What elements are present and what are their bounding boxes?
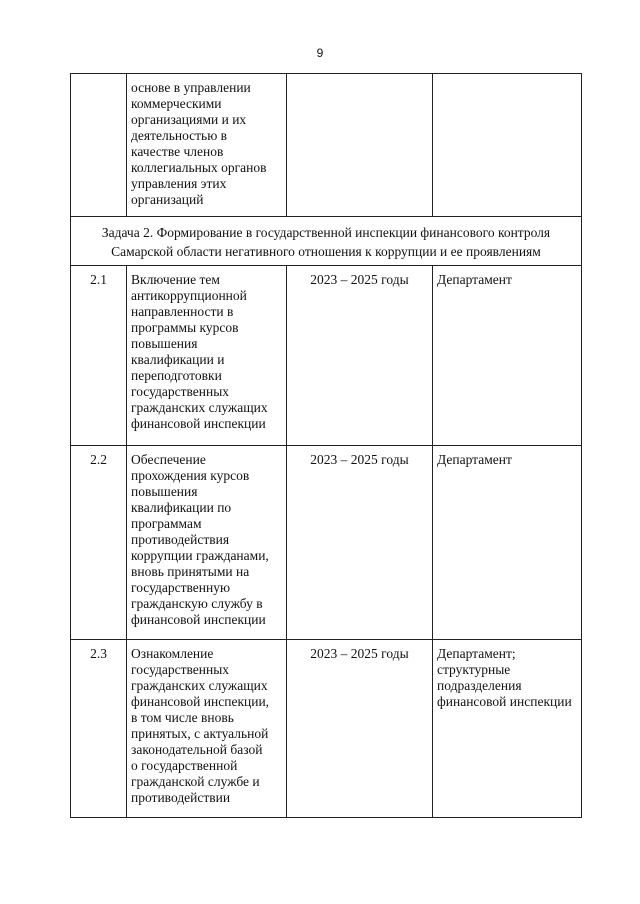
- period: 2023 – 2025 годы: [287, 266, 433, 446]
- table-row: [71, 446, 582, 640]
- task-line: Самарской области негативного отношения к коррупции и ее проявлениям: [111, 244, 541, 259]
- measures-table: [70, 73, 582, 818]
- row-number: 2.2: [71, 446, 127, 640]
- text-line: о государственной: [131, 758, 238, 773]
- responsible: [433, 266, 582, 446]
- text-line: вновь принятыми на: [131, 564, 250, 579]
- text-line: качестве членов: [131, 144, 224, 159]
- text-line: Обеспечение: [131, 452, 206, 467]
- measure-description: [127, 74, 287, 217]
- responsible: [433, 446, 582, 640]
- text-line: организациями и их: [131, 112, 247, 127]
- text-line: гражданских служащих: [131, 678, 268, 693]
- text-line: программы курсов: [131, 320, 239, 335]
- text-line: программам: [131, 516, 202, 531]
- responsible-line: Департамент: [437, 272, 512, 287]
- measure-description: [127, 266, 287, 446]
- text-line: прохождения курсов: [131, 468, 250, 483]
- text-line: повышения: [131, 336, 198, 351]
- responsible-cell: [433, 74, 582, 217]
- text-line: в том числе вновь: [131, 710, 234, 725]
- period: 2023 – 2025 годы: [287, 446, 433, 640]
- text-line: основе в управлении: [131, 80, 251, 95]
- text-line: коррупции гражданами,: [131, 548, 269, 563]
- text-line: Ознакомление: [131, 646, 214, 661]
- responsible: [433, 640, 582, 818]
- text-line: переподготовки: [131, 368, 222, 383]
- text-line: организаций: [131, 192, 204, 207]
- number-cell: [71, 74, 127, 217]
- text-line: деятельностью в: [131, 128, 228, 143]
- text-line: квалификации по: [131, 500, 232, 515]
- text-line: гражданскую службу в: [131, 596, 263, 611]
- text-line: противодействии: [131, 790, 231, 805]
- row-number: 2.3: [71, 640, 127, 818]
- page-number: 9: [316, 46, 324, 60]
- text-line: финансовой инспекции,: [131, 694, 270, 709]
- text-line: гражданской службе и: [131, 774, 260, 789]
- text-line: противодействия: [131, 532, 230, 547]
- text-line: гражданских служащих: [131, 400, 268, 415]
- period-cell: [287, 74, 433, 217]
- responsible-line: Департамент;: [437, 646, 516, 661]
- measure-description: [127, 640, 287, 818]
- text-line: государственных: [131, 384, 230, 399]
- text-line: коллегиальных органов: [131, 160, 267, 175]
- text-line: Включение тем: [131, 272, 220, 287]
- text-line: коммерческими: [131, 96, 222, 111]
- text-line: принятых, с актуальной: [131, 726, 269, 741]
- text-line: законодательной базой: [131, 742, 263, 757]
- text-line: повышения: [131, 484, 198, 499]
- table-row-continued: [71, 74, 582, 217]
- task-row: [71, 217, 582, 266]
- responsible-line: структурные: [437, 662, 511, 677]
- task-heading: [71, 217, 582, 266]
- task-line: Задача 2. Формирование в государственной инспекции финансового контроля: [101, 225, 551, 240]
- text-line: финансовой инспекции: [131, 416, 266, 431]
- text-line: квалификации и: [131, 352, 225, 367]
- text-line: антикоррупционной: [131, 288, 247, 303]
- table-row: [71, 640, 582, 818]
- text-line: государственную: [131, 580, 231, 595]
- text-line: управления этих: [131, 176, 227, 191]
- text-line: государственных: [131, 662, 230, 677]
- responsible-line: подразделения: [437, 678, 522, 693]
- responsible-line: Департамент: [437, 452, 512, 467]
- text-line: направленности в: [131, 304, 234, 319]
- row-number: 2.1: [71, 266, 127, 446]
- table-row: [71, 266, 582, 446]
- text-line: финансовой инспекции: [131, 612, 266, 627]
- measure-description: [127, 446, 287, 640]
- responsible-line: финансовой инспекции: [437, 694, 572, 709]
- period: 2023 – 2025 годы: [287, 640, 433, 818]
